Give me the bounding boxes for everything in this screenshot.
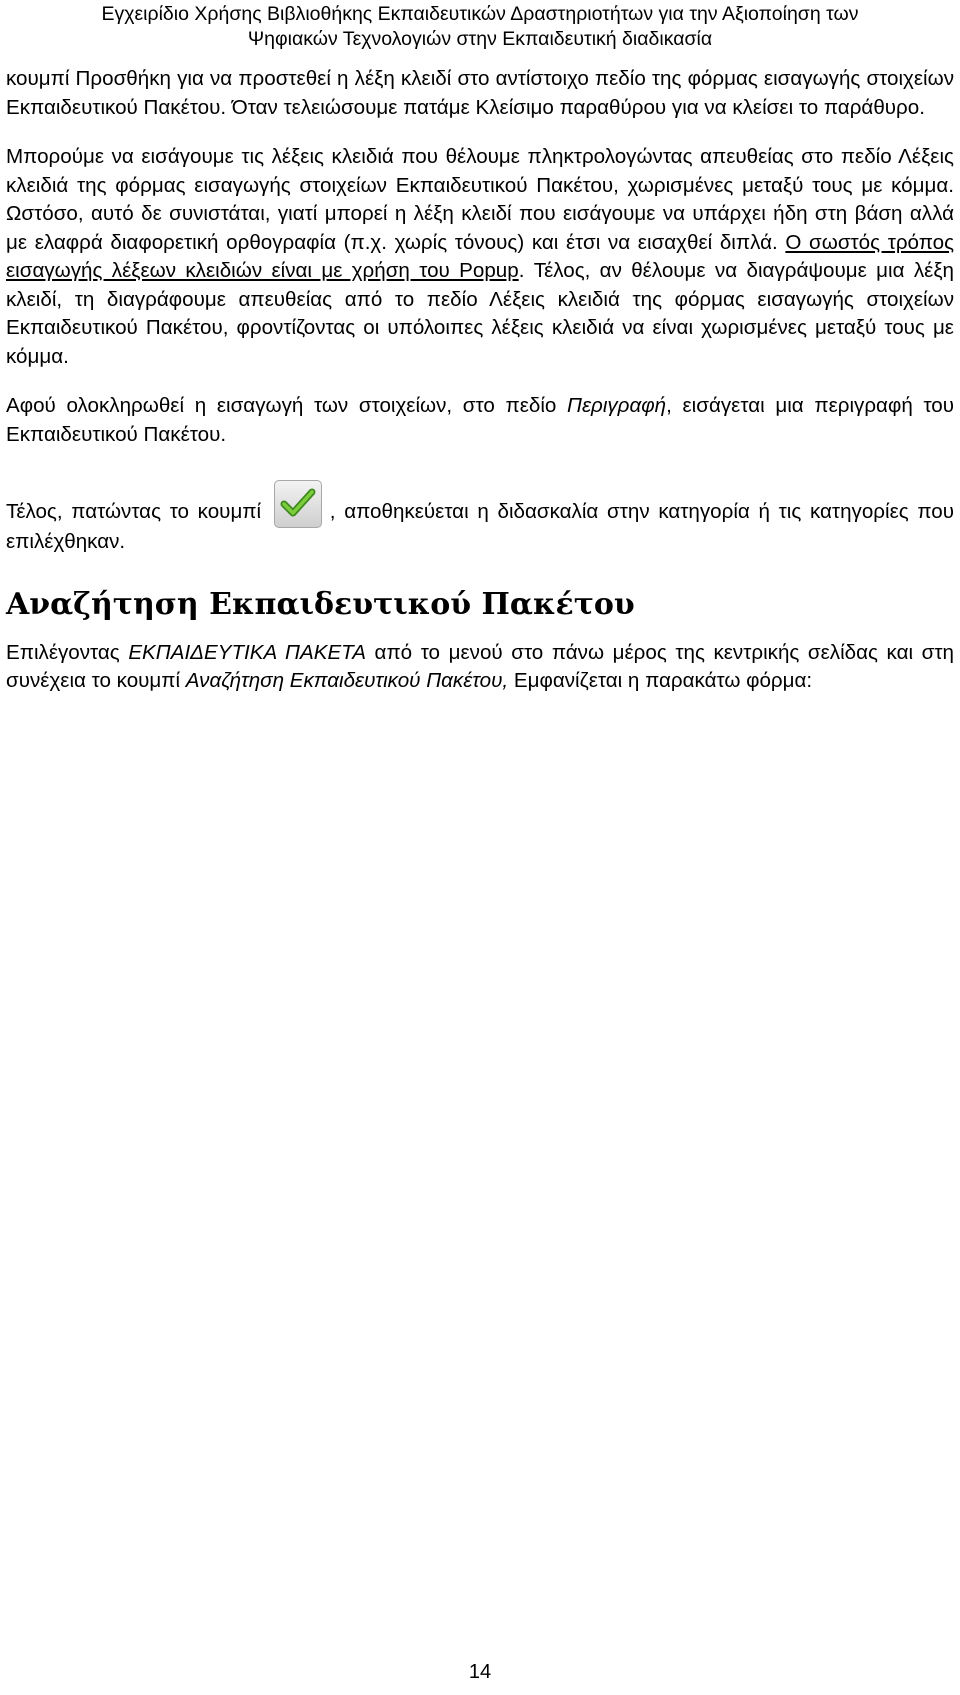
search-button-name: Αναζήτηση Εκπαιδευτικού Πακέτου, — [185, 669, 509, 692]
description-text-part-1: Αφού ολοκληρωθεί η εισαγωγή των στοιχείων, στο πεδίο — [6, 394, 568, 417]
paragraph-search-intro — [6, 639, 954, 696]
paragraph-add-keyword: κουμπί Προσθήκη για να προστεθεί η λέξη κλειδί στο αντίστοιχο πεδίο της φόρμας εισαγωγής στοιχείων Εκπαιδευτικού Πακέτου. Όταν τελειώσουμε πατάμε Κλείσιμο παραθύρου για να κλείσει το παράθυρο. — [6, 67, 954, 119]
document-header — [0, 0, 960, 52]
document-body — [6, 65, 954, 696]
save-text-part-1: Τέλος, πατώντας το κουμπί — [6, 500, 270, 523]
paragraph-description — [6, 392, 954, 449]
save-text-part-2: , αποθηκεύεται η διδασκαλία στην κατηγορία ή τις κατηγορίες που επιλέχθηκαν. — [6, 500, 954, 553]
paragraph-save — [6, 480, 954, 557]
keywords-text-part-2: . Τέλος, αν θέλουμε να διαγράψουμε μια λέξη κλειδί, τη διαγράφουμε απευθείας από το πεδίο Λέξεις κλειδιά της φόρμας εισαγωγής στοιχείων Εκπαιδευτικού Πακέτου, φροντίζοντας οι υπόλοιπες λέξεις κλειδιά να είναι χωρισμένες μεταξύ τους με κόμμα. — [6, 259, 954, 368]
paragraph-keywords-entry — [6, 143, 954, 371]
page-number: 14 — [468, 1661, 492, 1683]
search-text-part-2: από το μενού στο πάνω μέρος της κεντρικής σελίδας και στη συνέχεια το κουμπί — [6, 640, 954, 692]
search-text-part-1: Επιλέγοντας — [6, 640, 129, 664]
description-field-name: Περιγραφή — [567, 394, 667, 417]
keywords-text-part-1: Μπορούμε να εισάγουμε τις λέξεις κλειδιά που θέλουμε πληκτρολογώντας απευθείας στο πεδίο Λέξεις κλειδιά της φόρμας εισαγωγής στοιχείων Εκπαιδευτικού Πακέτου, χωρισμένες μεταξύ τους με κόμμα. Ωστόσο, αυτό δε συνιστάται, γιατί μπορεί η λέξη κλειδί που εισάγουμε να υπάρχει ήδη στη βάση αλλά με ελαφρά διαφορετική ορθογραφία (π.χ. χωρίς τόνους) και έτσι να εισαχθεί διπλά. — [6, 145, 954, 254]
keywords-underlined-advice: Ο σωστός τρόπος εισαγωγής λέξεων κλειδιών είναι με χρήση του Popup — [6, 230, 954, 282]
description-text-part-2: , εισάγεται μια περιγραφή του Εκπαιδευτικού Πακέτου. — [6, 394, 955, 446]
section-heading: Αναζήτηση Εκπαιδευτικού Πακέτου — [6, 586, 635, 622]
checkmark-icon — [274, 480, 322, 528]
header-title-line-2: Ψηφιακών Τεχνολογιών στην Εκπαιδευτική διαδικασία — [247, 28, 713, 50]
header-title-line-1: Εγχειρίδιο Χρήσης Βιβλιοθήκης Εκπαιδευτικών Δραστηριοτήτων για την Αξιοποίηση των — [101, 3, 859, 25]
search-text-part-3: Εμφανίζεται η παρακάτω φόρμα: — [508, 669, 813, 692]
search-menu-name: ΕΚΠΑΙΔΕΥΤΙΚΑ ΠΑΚΕΤΑ — [128, 640, 366, 664]
